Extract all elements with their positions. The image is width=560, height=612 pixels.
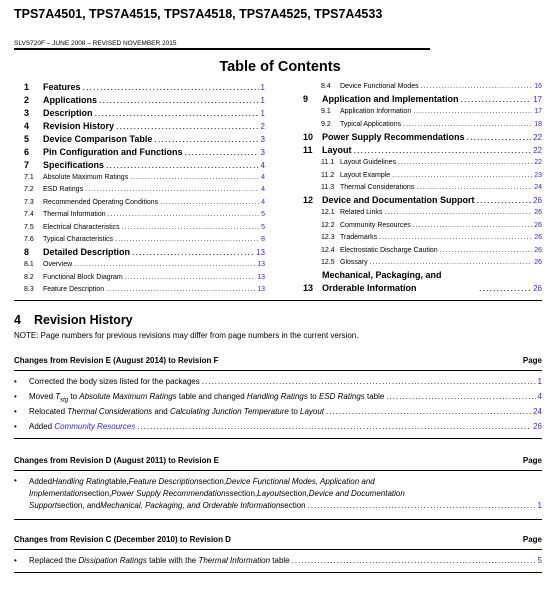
- toc-page-link[interactable]: 5: [261, 223, 265, 231]
- changes-heading-text: Changes from Revision D (August 2011) to Revision E: [14, 456, 219, 465]
- toc-entry-label: Recommended Operating Conditions: [43, 198, 159, 206]
- toc-entry-number: 3: [24, 108, 30, 118]
- toc-entry-number: 12.5: [321, 258, 335, 266]
- change-text: Replaced the Dissipation Ratings table with the Thermal Information table: [29, 556, 290, 565]
- bullet-glyph: •: [14, 392, 17, 401]
- toc-entry-number: 11: [303, 145, 313, 156]
- change-text: Moved $T_{stg}$ to Absolute Maximum Ratings table and changed Handling Ratings to ESD Ratings table: [29, 392, 385, 404]
- dot-leader: [99, 94, 259, 107]
- toc-entry[interactable]: [303, 245, 542, 257]
- toc-entry-number: 12.3: [321, 234, 335, 242]
- toc-page-link[interactable]: 26: [534, 234, 542, 242]
- toc-entry-number: 8.2: [24, 273, 34, 281]
- toc-entry-label: Applications: [43, 95, 98, 105]
- toc-entry-label: Device Comparison Table: [43, 134, 153, 144]
- dot-leader: [130, 172, 259, 184]
- dot-leader: [413, 106, 532, 118]
- toc-page-link[interactable]: 1: [260, 83, 265, 92]
- dot-leader: [122, 222, 259, 234]
- toc-entry-label: Revision History: [43, 121, 115, 131]
- toc-entry-label: Features: [43, 82, 81, 92]
- toc-entry-number: 8.4: [321, 83, 331, 90]
- changes-rev-f-heading: [14, 356, 542, 365]
- toc-page-link[interactable]: 13: [257, 273, 265, 281]
- toc-page-link[interactable]: 17: [534, 108, 542, 116]
- toc-entry-number: 9.1: [321, 108, 331, 116]
- toc-entry[interactable]: [24, 94, 265, 107]
- toc-entry-number: 8.1: [24, 261, 34, 269]
- toc-page-link[interactable]: 1: [260, 96, 265, 105]
- dot-leader: [83, 81, 259, 94]
- dot-leader: [95, 107, 259, 120]
- toc-left-column: [24, 81, 265, 297]
- toc-entry[interactable]: [303, 269, 542, 295]
- bullet-glyph: •: [14, 422, 17, 431]
- toc-entry-label: Community Resources: [340, 221, 411, 229]
- dot-leader: [137, 422, 531, 431]
- change-text: Relocated Thermal Considerations and Calculating Junction Temperature to Layout: [29, 407, 325, 416]
- dot-leader: [292, 556, 536, 565]
- dot-leader: [326, 407, 531, 416]
- toc-entry-number: 10: [303, 132, 314, 143]
- toc-entry[interactable]: [24, 246, 265, 259]
- toc-entry[interactable]: [24, 284, 265, 296]
- changes-heading-rule: [14, 470, 542, 471]
- toc-page-link[interactable]: 3: [260, 148, 265, 157]
- dot-leader: [116, 120, 259, 133]
- toc-entry-number: 7.5: [24, 223, 34, 231]
- revision-note: NOTE: Page numbers for previous revisions may differ from page numbers in the current version.: [14, 331, 359, 340]
- toc-entry[interactable]: [303, 144, 542, 157]
- changes-rev-e-heading: [14, 456, 542, 465]
- toc-entry-label: Detailed Description: [43, 247, 131, 258]
- toc-entry-label: Specifications: [43, 160, 105, 170]
- dot-leader: [479, 282, 531, 295]
- toc-page-link[interactable]: 26: [534, 221, 542, 229]
- toc-entry-label: Electrical Characteristics: [43, 223, 120, 231]
- toc-entry-number: 7.3: [24, 198, 34, 206]
- toc-entry-label: Related Links: [340, 209, 383, 217]
- toc-page-link[interactable]: 3: [260, 135, 265, 144]
- dot-leader: [125, 272, 255, 284]
- changes-heading-rule: [14, 549, 542, 550]
- toc-entry-label: Electrostatic Discharge Caution: [340, 246, 438, 254]
- community-resources-link[interactable]: Community Resources: [54, 422, 136, 431]
- toc-entry[interactable]: [24, 146, 265, 159]
- toc-page-link[interactable]: 17: [533, 95, 542, 105]
- toc-entry-label: Application and Implementation: [322, 94, 459, 105]
- toc-page-link[interactable]: 18: [534, 120, 542, 128]
- toc-page-link[interactable]: 26: [533, 284, 542, 294]
- toc-page-link[interactable]: 13: [257, 261, 265, 269]
- toc-right-column: [303, 81, 542, 295]
- toc-entry-number: 2: [24, 95, 30, 105]
- page-link[interactable]: 5: [537, 556, 542, 565]
- page-link[interactable]: 1: [537, 501, 542, 510]
- document-revision-line: SLVS720F – JUNE 2008 – REVISED NOVEMBER 2015: [14, 40, 177, 47]
- toc-entry-label: Layout: [322, 145, 352, 156]
- page-link[interactable]: 1: [537, 377, 542, 386]
- dot-leader: [132, 246, 254, 259]
- bullet-glyph: •: [14, 476, 17, 485]
- dot-leader: [160, 197, 259, 209]
- toc-entry-number: 12.4: [321, 246, 335, 254]
- dot-leader: [74, 259, 255, 271]
- dot-leader: [440, 245, 533, 257]
- toc-entry-label: Feature Description: [43, 286, 105, 294]
- toc-page-link[interactable]: 1: [260, 109, 265, 118]
- dot-leader: [106, 284, 255, 296]
- dot-leader: [384, 207, 532, 219]
- toc-entry[interactable]: [303, 207, 542, 219]
- toc-page-link[interactable]: 8: [261, 235, 265, 243]
- toc-entry-label: Trademarks: [340, 234, 378, 242]
- toc-page-link[interactable]: 13: [257, 286, 265, 294]
- change-text: Added Community Resources: [29, 422, 136, 431]
- toc-entry-label: Thermal Considerations: [340, 183, 415, 191]
- change-item: [14, 476, 542, 516]
- toc-entry-number: 4: [24, 121, 30, 131]
- toc-page-link[interactable]: 26: [533, 196, 542, 206]
- dot-leader: [467, 131, 532, 144]
- toc-entry[interactable]: [24, 197, 265, 209]
- toc-page-link[interactable]: 24: [534, 183, 542, 191]
- toc-entry[interactable]: [24, 184, 265, 196]
- change-text: Corrected the body sizes listed for the packages: [29, 377, 200, 386]
- toc-page-link[interactable]: 2: [260, 122, 265, 131]
- toc-page-link[interactable]: 23: [534, 171, 542, 179]
- toc-entry[interactable]: [303, 194, 542, 207]
- toc-entry[interactable]: [303, 170, 542, 182]
- toc-entry[interactable]: [303, 232, 542, 244]
- toc-page-link[interactable]: 22: [533, 133, 542, 143]
- toc-page-link[interactable]: 13: [256, 248, 265, 258]
- toc-page-link[interactable]: 26: [534, 209, 542, 217]
- toc-entry-label: Mechanical, Packaging, and Orderable Information: [322, 270, 442, 294]
- toc-entry[interactable]: [24, 259, 265, 271]
- toc-entry[interactable]: [303, 119, 542, 131]
- changes-heading-text: Changes from Revision E (August 2014) to Revision F: [14, 356, 219, 365]
- toc-entry[interactable]: [24, 272, 265, 284]
- toc-entry[interactable]: [303, 182, 542, 194]
- toc-entry-number: 1: [24, 82, 30, 92]
- toc-entry-label: Glossary: [340, 258, 368, 266]
- toc-entry-label: Power Supply Recommendations: [322, 132, 465, 143]
- dot-leader: [379, 232, 532, 244]
- changes-block-rule: [14, 519, 542, 520]
- toc-entry[interactable]: [24, 133, 265, 146]
- changes-block-rule: [14, 438, 542, 439]
- page-link[interactable]: 24: [533, 407, 542, 416]
- toc-page-link[interactable]: 4: [260, 161, 265, 170]
- toc-entry-label: Pin Configuration and Functions: [43, 147, 183, 157]
- toc-page-link[interactable]: 4: [261, 174, 265, 181]
- toc-entry-number: 8: [24, 247, 30, 258]
- toc-entry-number: 11.2: [321, 171, 335, 179]
- toc-entry-number: 12: [303, 195, 314, 206]
- toc-page-link[interactable]: 4: [261, 198, 265, 206]
- page-column-label: Page: [522, 356, 542, 365]
- bullet-glyph: •: [14, 407, 17, 416]
- toc-entry-number: 7.2: [24, 186, 34, 194]
- toc-entry-label: ESD Ratings: [43, 186, 84, 194]
- dot-leader: [106, 159, 259, 172]
- dot-leader: [461, 93, 532, 106]
- toc-entry-number: 9: [303, 94, 309, 105]
- toc-entry[interactable]: [303, 220, 542, 232]
- dot-leader: [370, 257, 533, 269]
- dot-leader: [386, 392, 535, 401]
- toc-entry-label: Functional Block Diagram: [43, 273, 123, 281]
- bullet-glyph: •: [14, 556, 17, 565]
- toc-entry[interactable]: [24, 81, 265, 94]
- toc-page-link[interactable]: 5: [261, 211, 265, 219]
- changes-rev-d-heading: [14, 535, 542, 544]
- toc-entry-number: 7.4: [24, 211, 34, 219]
- changes-block-rule: [14, 572, 542, 573]
- toc-entry-label: Typical Characteristics: [43, 235, 114, 243]
- dot-leader: [421, 81, 533, 93]
- toc-entry[interactable]: [24, 234, 265, 246]
- toc-entry-label: Typical Applications: [340, 120, 402, 128]
- toc-entry[interactable]: [24, 159, 265, 172]
- toc-entry-number: 12.1: [321, 209, 335, 217]
- toc-entry-number: 11.3: [321, 183, 335, 191]
- toc-entry[interactable]: [303, 106, 542, 118]
- toc-entry-number: 7.1: [24, 174, 34, 181]
- toc-entry[interactable]: [24, 120, 265, 133]
- toc-entry-number: 9.2: [321, 120, 331, 128]
- document-header-title: TPS7A4501, TPS7A4515, TPS7A4518, TPS7A4525, TPS7A4533: [14, 7, 383, 21]
- toc-entry-number: 11.1: [321, 159, 335, 167]
- section-number: 4: [14, 313, 21, 327]
- changes-heading-rule: [14, 370, 542, 371]
- toc-page-link[interactable]: 22: [533, 146, 542, 156]
- dot-leader: [477, 194, 532, 207]
- toc-entry[interactable]: [24, 107, 265, 120]
- dot-leader: [308, 500, 536, 512]
- toc-entry[interactable]: [303, 257, 542, 269]
- dot-leader: [416, 182, 532, 194]
- toc-entry[interactable]: [303, 157, 542, 169]
- toc-entry-label: Layout Example: [340, 171, 391, 179]
- dot-leader: [115, 234, 259, 246]
- dot-leader: [413, 220, 532, 232]
- change-text-line: Added Handling Rating table, Feature Description section, Device Functional Modes, Application and: [29, 477, 375, 486]
- toc-entry-label: Absolute Maximum Ratings: [43, 174, 129, 181]
- toc-entry[interactable]: [24, 222, 265, 234]
- dot-leader: [392, 170, 532, 182]
- section-title: Revision History: [34, 313, 133, 327]
- dot-leader: [85, 184, 259, 196]
- toc-page-link[interactable]: 26: [534, 246, 542, 254]
- toc-entry-number: 5: [24, 134, 30, 144]
- dot-leader: [403, 119, 532, 131]
- bullet-glyph: •: [14, 377, 17, 386]
- change-text-line: Implementation section, Power Supply Recommendations section, Layout section, Device and Documentation: [29, 489, 405, 498]
- toc-entry[interactable]: [303, 131, 542, 144]
- toc-entry-label: Device Functional Modes: [340, 83, 419, 90]
- toc-page-link[interactable]: 16: [534, 83, 542, 90]
- toc-entry-label: Application Information: [340, 108, 412, 116]
- page-column-label: Page: [522, 456, 542, 465]
- toc-entry[interactable]: [24, 172, 265, 184]
- toc-entry[interactable]: [303, 81, 542, 93]
- toc-entry-label: Device and Documentation Support: [322, 195, 475, 206]
- toc-entry-label: Thermal Information: [43, 211, 106, 219]
- dot-leader: [354, 144, 532, 157]
- toc-page-link[interactable]: 4: [261, 186, 265, 194]
- dot-leader: [398, 157, 532, 169]
- toc-entry[interactable]: [303, 93, 542, 106]
- changes-heading-text: Changes from Revision C (December 2010) to Revision D: [14, 535, 231, 544]
- toc-entry-number: 13: [303, 283, 314, 294]
- toc-entry[interactable]: [24, 209, 265, 221]
- dot-leader: [185, 146, 259, 159]
- dot-leader: [108, 209, 259, 221]
- revision-history-heading: [14, 313, 133, 327]
- section-divider: [14, 300, 542, 301]
- toc-page-link[interactable]: 26: [534, 258, 542, 266]
- header-divider: [14, 48, 430, 50]
- toc-entry-label: Description: [43, 108, 93, 118]
- change-text-line: Support section, and Mechanical, Packaging, and Orderable Information section ..... 1: [29, 500, 542, 512]
- dot-leader: [202, 377, 536, 386]
- toc-page-link[interactable]: 22: [534, 159, 542, 167]
- toc-entry-number: 6: [24, 147, 30, 157]
- toc-entry-label: Layout Guidelines: [340, 159, 397, 167]
- dot-leader: [154, 133, 258, 146]
- page-column-label: Page: [522, 535, 542, 544]
- page-link[interactable]: 26: [533, 422, 542, 431]
- toc-entry-number: 7: [24, 160, 30, 170]
- toc-title: Table of Contents: [219, 59, 341, 75]
- toc-entry-number: 7.6: [24, 235, 34, 243]
- toc-entry-label: Overview: [43, 261, 73, 269]
- toc-entry-number: 8.3: [24, 286, 34, 294]
- page-link[interactable]: 4: [537, 392, 542, 401]
- toc-entry-number: 12.2: [321, 221, 335, 229]
